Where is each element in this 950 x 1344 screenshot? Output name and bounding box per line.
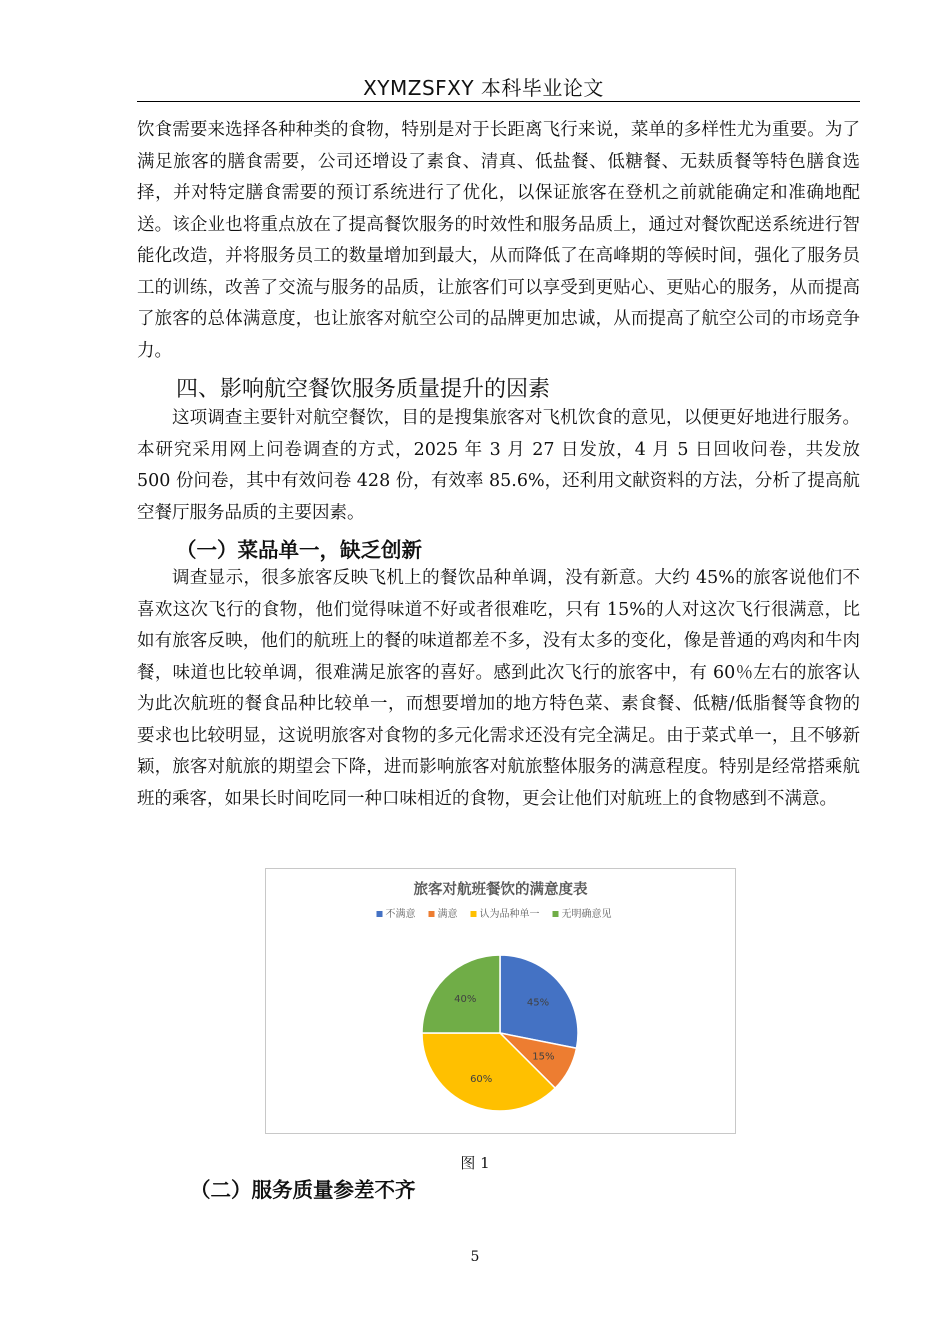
legend-swatch-3 bbox=[471, 911, 477, 917]
legend-label-1: 不满意 bbox=[385, 909, 416, 920]
header-title: XYMZSFXY 本科毕业论文 bbox=[363, 76, 604, 100]
legend-swatch-1 bbox=[377, 911, 383, 917]
paragraph-2: 这项调查主要针对航空餐饮，目的是搜集旅客对飞机饮食的意见，以便更好地进行服务。本研究采用网上问卷调查的方式，2025 年 3 月 27 日发放，4 月 5 日回收问卷，共发放 500 份问卷，其中有效问卷 428 份，有效率 85.6%，还利用文献资料的方法，分析了提高航空餐厅服务品质的主要因素。 bbox=[137, 408, 860, 523]
subsection-heading-2: （二）服务质量参差不齐 bbox=[190, 1178, 416, 1202]
paragraph-3: 调查显示，很多旅客反映飞机上的餐饮品种单调，没有新意。大约 45%的旅客说他们不喜欢这次飞行的食物，他们觉得味道不好或者很难吃，只有 15%的人对这次飞行很满意，比如有旅客反映，他们的航班上的餐的味道都差不多，没有太多的变化，像是普通的鸡肉和牛肉餐，味道也比较单调，很难满足旅客的喜好。感到此次飞行的旅客中，有 60％左右的旅客认为此次航班的餐食品种比较单一，而想要增加的地方特色菜、素食餐、低糖/低脂餐等食物的要求也比较明显，这说明旅客对食物的多元化需求还没有完全满足。由于菜式单一，且不够新颖，旅客对航旅的期望会下降，进而影响旅客对航旅整体服务的满意程度。特别是经常搭乘航班的乘客，如果长时间吃同一种口味相近的食物，更会让他们对航班上的食物感到不满意。 bbox=[137, 568, 860, 809]
slice-label-3: 60% bbox=[470, 1073, 493, 1085]
slice-label-2: 15% bbox=[532, 1051, 555, 1063]
legend-label-4: 无明确意见 bbox=[561, 909, 612, 920]
paragraph-1: 饮食需要来选择各种种类的食物，特别是对于长距离飞行来说，菜单的多样性尤为重要。为了满足旅客的膳食需要，公司还增设了素食、清真、低盐餐、低糖餐、无麸质餐等特色膳食选择，并对特定膳食需要的预订系统进行了优化，以保证旅客在登机之前就能确定和准确地配送。该企业也将重点放在了提高餐饮服务的时效性和服务品质上，通过对餐饮配送系统进行智能化改造，并将服务员工的数量增加到最大，从而降低了在高峰期的等候时间，强化了服务员工的训练，改善了交流与服务的品质，让旅客们可以享受到更贴心、更贴心的服务，从而提高了旅客的总体满意度，也让旅客对航空公司的品牌更加忠诚，从而提高了航空公司的市场竞争力。 bbox=[137, 120, 860, 361]
slice-label-1: 45% bbox=[526, 997, 550, 1009]
legend-label-2: 满意 bbox=[437, 909, 458, 920]
section-heading-4: 四、影响航空餐饮服务质量提升的因素 bbox=[176, 377, 551, 402]
slice-label-4: 40% bbox=[454, 993, 477, 1005]
chart-svg bbox=[266, 869, 735, 1133]
page-number: 5 bbox=[470, 1249, 480, 1265]
figure-caption: 图 1 bbox=[460, 1154, 490, 1172]
chart-title: 旅客对航班餐饮的满意度表 bbox=[413, 882, 588, 898]
header-rule bbox=[137, 101, 860, 102]
subsection-heading-1: （一）菜品单一，缺乏创新 bbox=[176, 538, 422, 562]
legend-swatch-2 bbox=[429, 911, 435, 917]
pie-chart bbox=[265, 868, 736, 1134]
legend-swatch-4 bbox=[553, 911, 559, 917]
legend-label-3: 认为品种单一 bbox=[479, 909, 540, 920]
